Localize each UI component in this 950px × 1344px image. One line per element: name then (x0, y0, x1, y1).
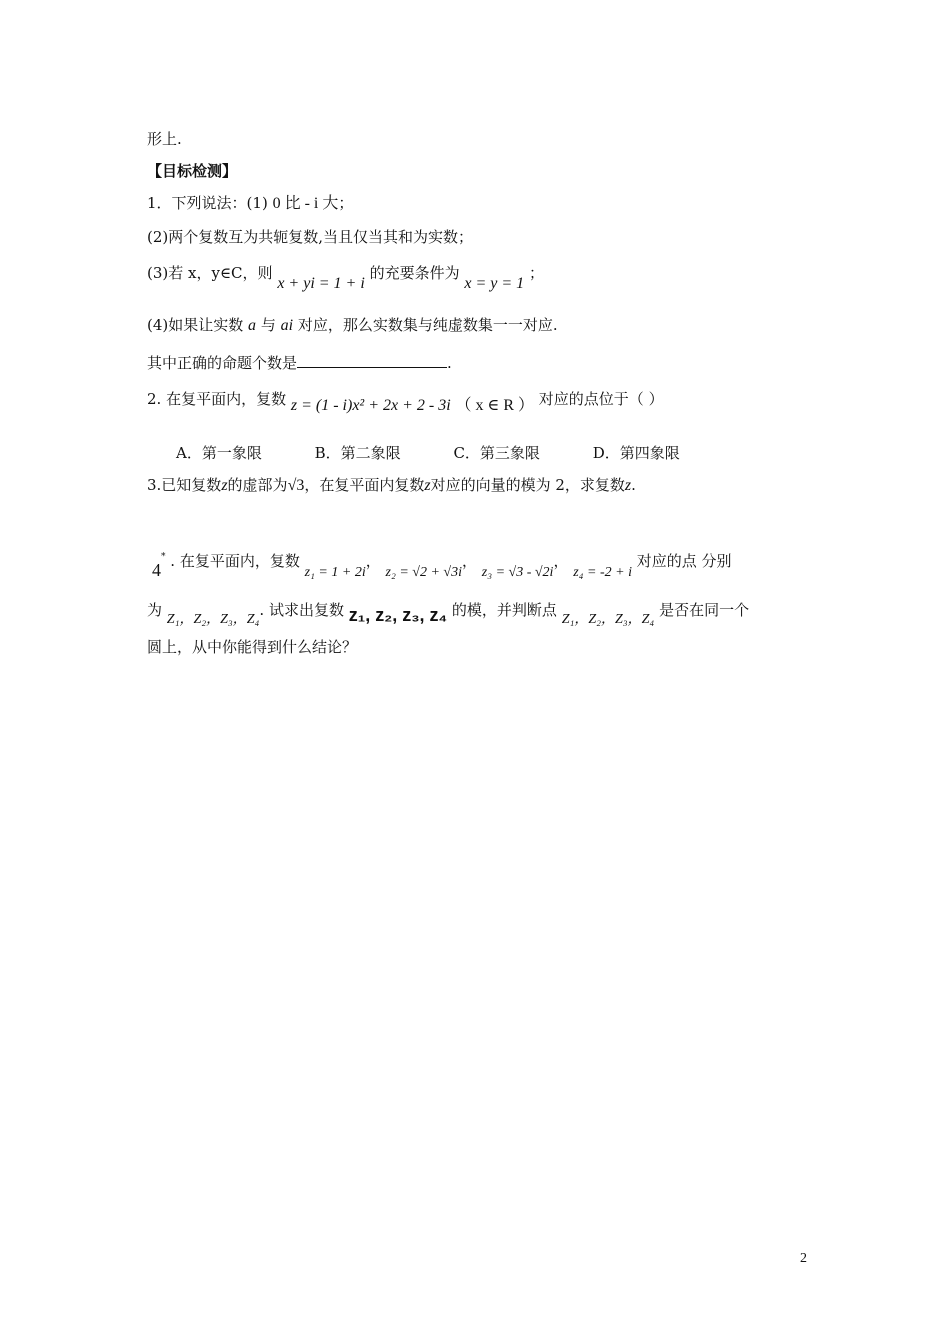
q1-s3-pre: (3)若 x，y∈C，则 (147, 264, 273, 282)
q1-s4-post: 对应，那么实数集与纯虚数集一一对应. (297, 316, 558, 334)
q3-z-2: z (424, 477, 431, 494)
q1-s3-mid: 的充要条件为 (369, 264, 460, 282)
q2-options (176, 442, 728, 464)
q3-mid2: ，在复平面内复数 (304, 476, 425, 494)
q4-line1: 4* . 在复平面内，复数 z₁ = 1 + 2i， z₂ = √2 + √3i， z₃ = √3 - √2i， z₄ = -2 + i 对应的点 分别 (152, 552, 732, 580)
q1-ask-line (147, 352, 452, 374)
q1-line1 (147, 192, 353, 215)
q3-mid1: 的虚部为 (227, 476, 288, 494)
q3-mid3: 对应的向量的模为 2，求复数 (430, 476, 625, 494)
q4-star: * (161, 552, 166, 562)
q1-s1-end: ； (338, 194, 354, 212)
q3-z-1: z (221, 477, 228, 494)
q3-pre: 3.已知复数 (147, 476, 222, 494)
q4-z4: z₄ = -2 + i (573, 565, 632, 580)
q2-option-d: D．第四象限 (592, 444, 680, 462)
q4-z1: z₁ = 1 + 2i (304, 565, 366, 580)
q4-points-2: Z₁，Z₂，Z₃，Z₄ (561, 612, 655, 627)
q1-answer-blank[interactable] (297, 353, 447, 368)
q3-line (147, 474, 636, 497)
page-number: 2 (800, 1251, 807, 1266)
q4-mid: 对应的点 分别 (636, 552, 732, 570)
q4-number: 4 (152, 560, 161, 580)
q1-s4-a: a (248, 317, 257, 334)
q1-line4 (147, 314, 558, 337)
q1-ask: 其中正确的命题个数是 (147, 354, 298, 372)
q4-line2-post: 的模，并判断点 (451, 601, 557, 619)
q4-points: Z₁，Z₂，Z₃，Z₄ (166, 612, 260, 627)
q2-pre: 2. 在复平面内，复数 (147, 390, 287, 408)
q1-intro: 1．下列说法：(1) (147, 194, 268, 212)
q4-line2-end: 是否在同一个 (659, 601, 750, 619)
q2-option-b: B．第二象限 (314, 444, 401, 462)
q4-line3: 圆上，从中你能得到什么结论？ (147, 638, 358, 656)
q1-s4-mid: 与 (260, 316, 276, 334)
q4-line2-pre: 为 (147, 601, 163, 619)
q4-z3: z₃ = √3 - √2i (481, 565, 554, 580)
q2-line (147, 388, 664, 414)
q1-s4-pre: (4)如果让实数 (147, 316, 244, 334)
q1-statement-2: (2)两个复数互为共轭复数,当且仅当其和为实数； (147, 228, 474, 246)
q1-s4-ai: ai (280, 317, 294, 334)
q4-line2-mid: . 试求出复数 (259, 601, 344, 619)
q4-z2: z₂ = √2 + √3i (385, 565, 462, 580)
q1-ask-end: . (447, 354, 452, 372)
q3-sqrt3: √3 (287, 477, 305, 494)
q1-line3 (147, 262, 544, 292)
q1-s3-math1: x + yi = 1 + i (277, 275, 365, 292)
q2-option-a: A．第一象限 (176, 444, 262, 462)
q2-option-c: C．第三象限 (453, 444, 540, 462)
q2-math: z = (1 - i)x² + 2x + 2 - 3i (290, 397, 451, 414)
q4-pre: . 在复平面内，复数 (170, 552, 300, 570)
q1-s3-math2: x = y = 1 (464, 275, 525, 292)
q2-post: 对应的点位于（ ） (538, 390, 664, 408)
q4-line2 (147, 598, 750, 627)
q2-condition: （ x ∈ R ） (455, 397, 535, 414)
q3-z-3: z (624, 477, 632, 494)
q1-s1-math: 0 比 - i 大 (272, 195, 339, 212)
continuation-text: 形上. (147, 130, 182, 148)
section-title: 【目标检测】 (147, 162, 238, 180)
q4-bold-z: z₁, z₂, z₃, z₄ (348, 605, 448, 625)
q3-end: . (631, 476, 636, 494)
q1-s3-end: ； (528, 264, 544, 282)
